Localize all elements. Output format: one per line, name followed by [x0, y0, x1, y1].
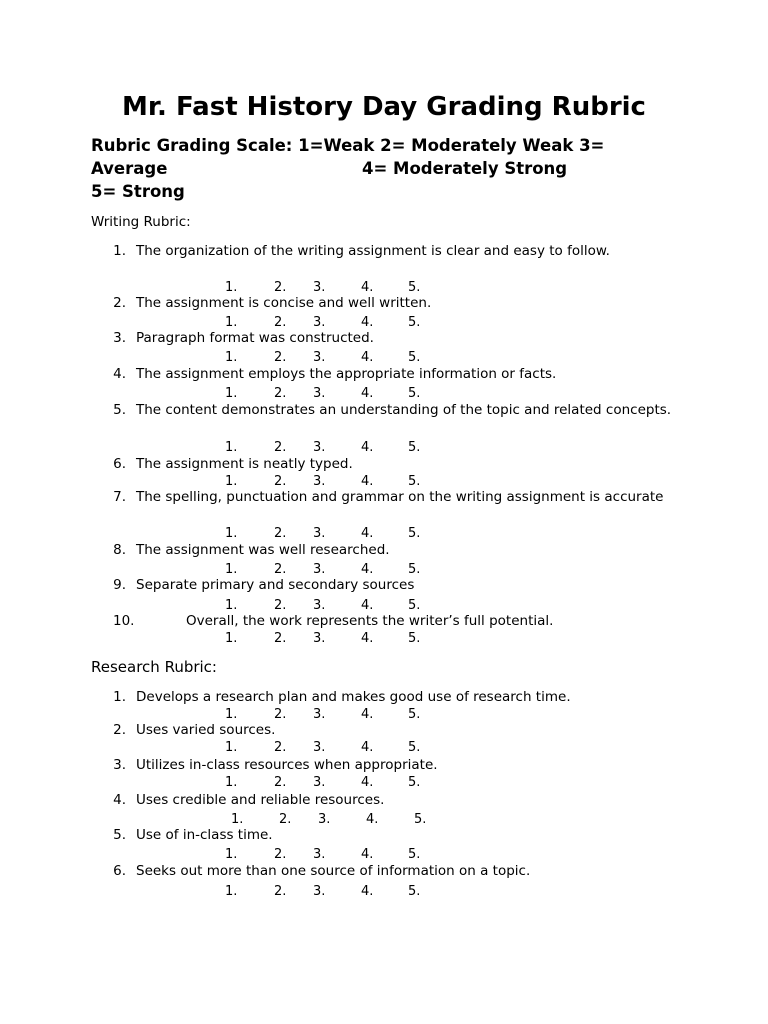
score-option[interactable]: 4.: [366, 812, 379, 827]
score-option[interactable]: 2.: [274, 315, 287, 330]
research-item-text: Uses varied sources.: [136, 722, 276, 738]
score-option[interactable]: 5.: [408, 707, 421, 722]
score-option[interactable]: 2.: [274, 440, 287, 455]
score-option[interactable]: 1.: [225, 526, 238, 541]
research-item-number: 5.: [113, 827, 126, 843]
score-option[interactable]: 5.: [408, 847, 421, 862]
score-option[interactable]: 5.: [408, 740, 421, 755]
score-option[interactable]: 4.: [361, 474, 374, 489]
score-option[interactable]: 2.: [274, 474, 287, 489]
research-score-options: [0, 884, 768, 900]
score-option[interactable]: 5.: [414, 812, 427, 827]
writing-item-number: 2.: [113, 295, 126, 311]
score-option[interactable]: 3.: [313, 740, 326, 755]
score-option[interactable]: 4.: [361, 847, 374, 862]
score-option[interactable]: 5.: [408, 386, 421, 401]
score-option[interactable]: 1.: [225, 884, 238, 899]
grading-scale-line-1: Rubric Grading Scale: 1=Weak 2= Moderately Weak 3=: [91, 136, 605, 155]
score-option[interactable]: 4.: [361, 440, 374, 455]
writing-item-text: Overall, the work represents the writer’s full potential.: [186, 613, 554, 629]
score-option[interactable]: 4.: [361, 740, 374, 755]
score-option[interactable]: 3.: [313, 884, 326, 899]
writing-score-options: [0, 526, 768, 542]
score-option[interactable]: 3.: [313, 280, 326, 295]
writing-score-options: [0, 631, 768, 647]
score-option[interactable]: 4.: [361, 775, 374, 790]
score-option[interactable]: 3.: [318, 812, 331, 827]
writing-rubric-heading: Writing Rubric:: [91, 214, 191, 230]
score-option[interactable]: 5.: [408, 775, 421, 790]
writing-item-number: 1.: [113, 243, 126, 259]
research-item-number: 4.: [113, 792, 126, 808]
score-option[interactable]: 1.: [225, 631, 238, 646]
score-option[interactable]: 3.: [313, 350, 326, 365]
score-option[interactable]: 2.: [274, 884, 287, 899]
research-score-options: [0, 847, 768, 863]
score-option[interactable]: 3.: [313, 598, 326, 613]
score-option[interactable]: 3.: [313, 775, 326, 790]
writing-item-text: The content demonstrates an understanding of the topic and related concepts.: [136, 402, 672, 418]
writing-item-number: 7.: [113, 489, 126, 505]
score-option[interactable]: 1.: [231, 812, 244, 827]
research-score-options: [0, 775, 768, 791]
grading-scale-average: Average: [91, 159, 168, 178]
writing-item-text: The assignment is neatly typed.: [136, 456, 353, 472]
writing-item-text: Paragraph format was constructed.: [136, 330, 374, 346]
score-option[interactable]: 2.: [274, 562, 287, 577]
score-option[interactable]: 1.: [225, 847, 238, 862]
score-option[interactable]: 5.: [408, 562, 421, 577]
score-option[interactable]: 1.: [225, 707, 238, 722]
score-option[interactable]: 3.: [313, 386, 326, 401]
writing-item-text: The organization of the writing assignment is clear and easy to follow.: [136, 243, 610, 259]
grading-scale-line-3: 5= Strong: [91, 182, 185, 201]
score-option[interactable]: 3.: [313, 562, 326, 577]
score-option[interactable]: 5.: [408, 598, 421, 613]
writing-item-number: 8.: [113, 542, 126, 558]
writing-item-text: Separate primary and secondary sources: [136, 577, 415, 593]
writing-score-options: [0, 440, 768, 456]
writing-item-number: 5.: [113, 402, 126, 418]
research-item-text: Utilizes in-class resources when appropriate.: [136, 757, 438, 773]
score-option[interactable]: 3.: [313, 440, 326, 455]
research-item-number: 2.: [113, 722, 126, 738]
score-option[interactable]: 4.: [361, 350, 374, 365]
score-option[interactable]: 1.: [225, 740, 238, 755]
score-option[interactable]: 4.: [361, 707, 374, 722]
score-option[interactable]: 1.: [225, 315, 238, 330]
score-option[interactable]: 5.: [408, 315, 421, 330]
research-item-text: Uses credible and reliable resources.: [136, 792, 385, 808]
page-title: Mr. Fast History Day Grading Rubric: [122, 92, 646, 122]
writing-item-text: The assignment employs the appropriate information or facts.: [136, 366, 557, 382]
score-option[interactable]: 5.: [408, 631, 421, 646]
score-option[interactable]: 2.: [274, 386, 287, 401]
writing-item-text: The spelling, punctuation and grammar on the writing assignment is accurate: [136, 489, 664, 505]
score-option[interactable]: 2.: [274, 350, 287, 365]
score-option[interactable]: 2.: [279, 812, 292, 827]
score-option[interactable]: 5.: [408, 280, 421, 295]
writing-item-number: 3.: [113, 330, 126, 346]
research-item-number: 1.: [113, 689, 126, 705]
score-option[interactable]: 4.: [361, 315, 374, 330]
writing-item-number: 9.: [113, 577, 126, 593]
research-item-text: Use of in-class time.: [136, 827, 273, 843]
score-option[interactable]: 1.: [225, 474, 238, 489]
score-option[interactable]: 4.: [361, 280, 374, 295]
score-option[interactable]: 1.: [225, 386, 238, 401]
grading-scale-line-2: [91, 157, 691, 180]
score-option[interactable]: 5.: [408, 350, 421, 365]
score-option[interactable]: 1.: [225, 350, 238, 365]
score-option[interactable]: 2.: [274, 598, 287, 613]
score-option[interactable]: 4.: [361, 562, 374, 577]
score-option[interactable]: 5.: [408, 440, 421, 455]
score-option[interactable]: 4.: [361, 631, 374, 646]
research-item-text: Develops a research plan and makes good use of research time.: [136, 689, 571, 705]
score-option[interactable]: 2.: [274, 707, 287, 722]
score-option[interactable]: 1.: [225, 280, 238, 295]
writing-score-options: [0, 350, 768, 366]
score-option[interactable]: 1.: [225, 598, 238, 613]
research-item-number: 6.: [113, 863, 126, 879]
score-option[interactable]: 4.: [361, 598, 374, 613]
score-option[interactable]: 1.: [225, 775, 238, 790]
score-option[interactable]: 3.: [313, 847, 326, 862]
writing-item-number: 6.: [113, 456, 126, 472]
writing-item-text: The assignment was well researched.: [136, 542, 390, 558]
score-option[interactable]: 4.: [361, 526, 374, 541]
score-option[interactable]: 4.: [361, 884, 374, 899]
score-option[interactable]: 5.: [408, 474, 421, 489]
score-option[interactable]: 2.: [274, 631, 287, 646]
score-option[interactable]: 3.: [313, 474, 326, 489]
score-option[interactable]: 5.: [408, 526, 421, 541]
score-option[interactable]: 3.: [313, 631, 326, 646]
research-item-text: Seeks out more than one source of information on a topic.: [136, 863, 531, 879]
score-option[interactable]: 3.: [313, 707, 326, 722]
score-option[interactable]: 4.: [361, 386, 374, 401]
score-option[interactable]: 2.: [274, 740, 287, 755]
research-score-options: [0, 740, 768, 756]
writing-item-text: The assignment is concise and well written.: [136, 295, 432, 311]
score-option[interactable]: 2.: [274, 775, 287, 790]
writing-item-number: 4.: [113, 366, 126, 382]
grading-scale: [91, 134, 691, 203]
score-option[interactable]: 2.: [274, 526, 287, 541]
research-item-number: 3.: [113, 757, 126, 773]
score-option[interactable]: 2.: [274, 847, 287, 862]
score-option[interactable]: 3.: [313, 315, 326, 330]
score-option[interactable]: 3.: [313, 526, 326, 541]
writing-item-number: 10.: [113, 613, 135, 629]
research-rubric-heading: Research Rubric:: [91, 658, 217, 676]
score-option[interactable]: 1.: [225, 440, 238, 455]
grading-scale-moderately-strong: 4= Moderately Strong: [362, 159, 568, 178]
score-option[interactable]: 2.: [274, 280, 287, 295]
score-option[interactable]: 1.: [225, 562, 238, 577]
score-option[interactable]: 5.: [408, 884, 421, 899]
writing-score-options: [0, 386, 768, 402]
